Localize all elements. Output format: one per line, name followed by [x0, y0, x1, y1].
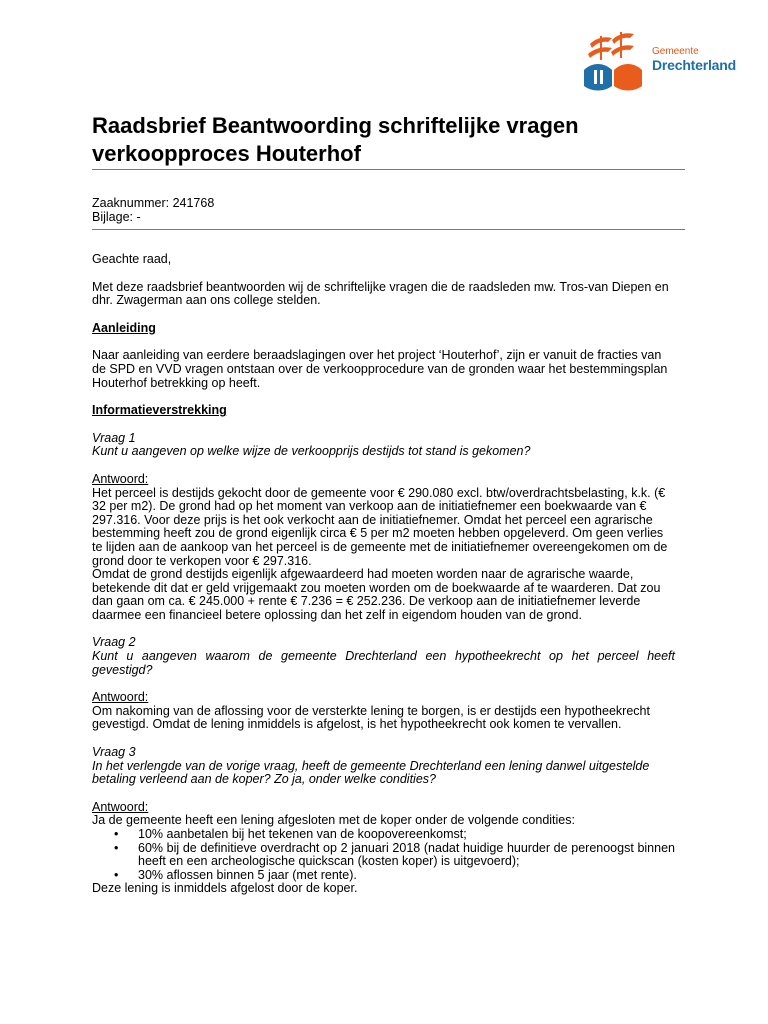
page-title: [92, 112, 692, 168]
heading-informatieverstrekking: Informatieverstrekking: [92, 403, 227, 418]
bullet-icon: •: [114, 827, 119, 841]
letter-body: [92, 253, 675, 896]
list-item-text: 10% aanbetalen bij het tekenen van de koopovereenkomst;: [138, 827, 467, 841]
heading-aanleiding: Aanleiding: [92, 320, 156, 335]
list-item: [114, 842, 675, 869]
question-3-text: In het verlengde van de vorige vraag, heeft de gemeente Drechterland een lening danwel uitgestelde betaling verleend aan de koper? Zo ja, onder welke condities?: [92, 758, 650, 787]
title-line-1: Raadsbrief Beantwoording schriftelijke vragen: [92, 113, 579, 138]
answer-1-paragraph-1: Het perceel is destijds gekocht door de gemeente voor € 290.080 excl. btw/overdrachtsbelasting, k.k. (€ 32 per m2). De grond had op het moment van verkoop aan de initiatiefnemer een boekwaarde van € 297.316. Voor deze prijs is het ook verkocht aan de initiatiefnemer. Omdat het perceel een agrarische bestemming heeft zou de grond eigenlijk circa € 5 per m2 moeten hebben opgeleverd. Om geen verlies te lijden aan de aankoop van het perceel is de gemeente met de initiatiefnemer overeengekomen om de grond door te verkopen voor € 297.316.: [92, 485, 668, 568]
meta-block: [92, 196, 214, 224]
divider-top: [92, 169, 685, 170]
answer-3-outro: Deze lening is inmiddels afgelost door de koper.: [92, 881, 358, 896]
bijlage: Bijlage: -: [92, 210, 141, 224]
question-2-label: Vraag 2: [92, 635, 136, 650]
bullet-icon: •: [114, 840, 119, 855]
title-line-2: verkoopproces Houterhof: [92, 141, 361, 166]
list-item: [114, 869, 675, 883]
answer-1-paragraph-2: Omdat de grond destijds eigenlijk afgewaardeerd had moeten worden naar de agrarische waarde, betekende dit dat er geld vrijgemaakt zou moeten worden om de boekwaarde af te waarderen. Dat zou dan gaan om ca. € 245.000 + rente € 7.236 = € 252.236. De verkoop aan de initiatiefnemer leverde daarmee een financieel betere oplossing dan het zelf in eigendom houden van de grond.: [92, 567, 661, 622]
list-item-text: 60% bij de definitieve overdracht op 2 januari 2018 (nadat huidige huurder de perenoogst binnen heeft en een archeologische quickscan (kosten koper) is uitgevoerd);: [138, 840, 675, 869]
answer-2-label: Antwoord:: [92, 690, 149, 705]
divider-meta: [92, 229, 685, 230]
list-item-text: 30% aflossen binnen 5 jaar (met rente).: [138, 867, 357, 882]
question-1-label: Vraag 1: [92, 430, 136, 445]
zaaknummer: Zaaknummer: 241768: [92, 196, 215, 210]
question-1-text: Kunt u aangeven op welke wijze de verkoopprijs destijds tot stand is gekomen?: [92, 444, 531, 459]
logo-subtitle: Gemeente: [652, 46, 699, 57]
question-2-text: Kunt u aangeven waarom de gemeente Drechterland een hypotheekrecht op het perceel heeft gevestigd?: [92, 649, 675, 677]
greeting: Geachte raad,: [92, 252, 172, 266]
answer-1-label: Antwoord:: [92, 471, 149, 486]
answer-3-label: Antwoord:: [92, 799, 149, 814]
list-item: [114, 828, 675, 842]
intro-paragraph: Met deze raadsbrief beantwoorden wij de schriftelijke vragen die de raadsleden mw. Tros-van Diepen en dhr. Zwagerman aan ons college stelden.: [92, 279, 669, 308]
bullet-icon: •: [114, 867, 119, 882]
gemeente-logo: [582, 30, 736, 94]
drechterland-logo-icon: [582, 30, 644, 94]
aanleiding-paragraph: Naar aanleiding van eerdere beraadslagingen over het project ‘Houterhof’, zijn er vanuit de fracties van de SPD en VVD vragen ontstaan over de verkoopprocedure van de gronden waar het bestemmingsplan Houterhof betrekking op heeft.: [92, 348, 668, 390]
logo-name: Drechterland: [652, 57, 736, 73]
question-3-label: Vraag 3: [92, 745, 136, 760]
answer-3-intro: Ja de gemeente heeft een lening afgesloten met de koper onder de volgende condities:: [92, 813, 575, 828]
answer-2-paragraph: Om nakoming van de aflossing voor de versterkte lening te borgen, is er destijds een hypotheekrecht gevestigd. Omdat de lening inmiddels is afgelost, is het hypotheekrecht ook komen te vervallen.: [92, 703, 650, 732]
answer-3-conditions-list: [92, 828, 675, 882]
